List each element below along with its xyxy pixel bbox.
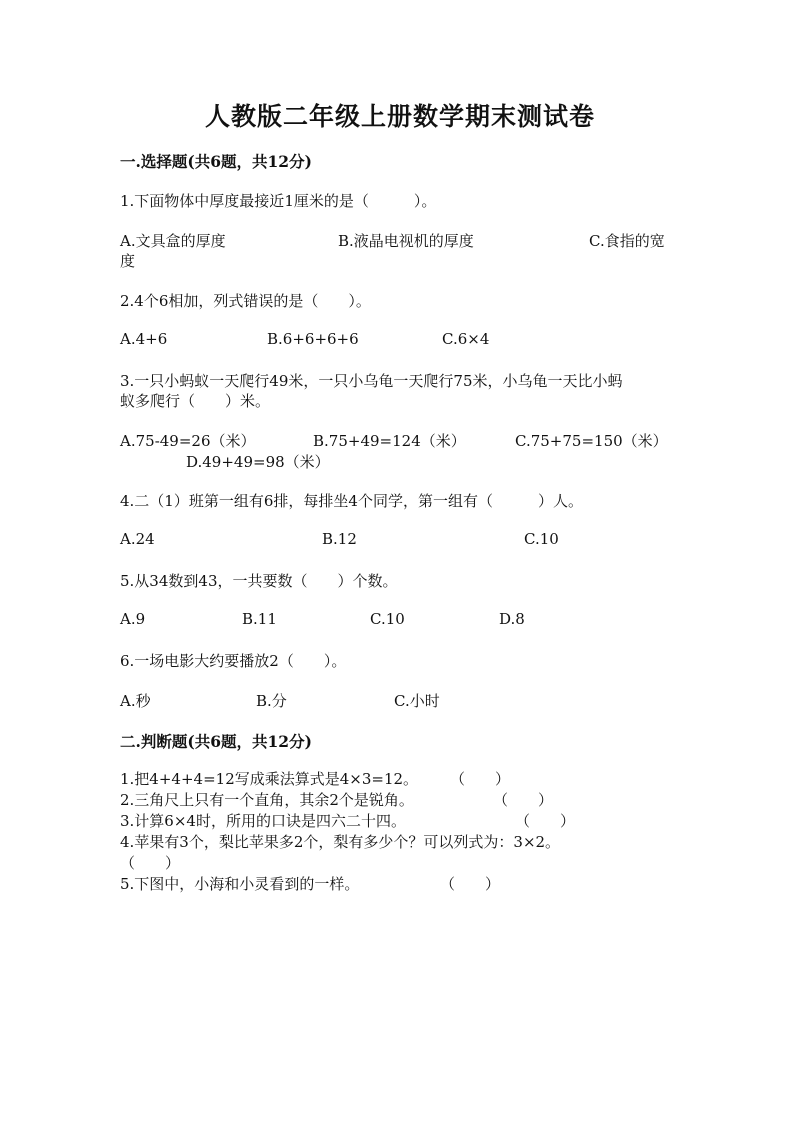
judge-item-5-answer-blank: （ ） [440, 875, 501, 893]
q4-option-c: C.10 [524, 530, 559, 548]
question-1: 1.下面物体中厚度最接近1厘米的是（ ）。 [120, 192, 437, 210]
page-title: 人教版二年级上册数学期末测试卷 [204, 102, 595, 131]
q5-option-a: A.9 [120, 610, 146, 628]
q1-option-b: B.液晶电视机的厚度 [338, 232, 474, 250]
judge-item-1: 1.把4+4+4=12写成乘法算式是4×3=12。 [120, 770, 419, 788]
q4-option-a: A.24 [120, 530, 155, 548]
section-heading-choice: 一.选择题(共6题，共12分) [120, 152, 312, 171]
q5-option-b: B.11 [242, 610, 277, 628]
judge-item-2-answer-blank: （ ） [493, 791, 554, 809]
q3-option-a: A.75-49=26（米） [120, 432, 256, 450]
q1-option-c-wrap: 度 [120, 252, 136, 270]
q4-option-b: B.12 [322, 530, 357, 548]
q3-option-c: C.75+75=150（米） [515, 432, 668, 450]
question-4: 4.二（1）班第一组有6排，每排坐4个同学，第一组有（ ）人。 [120, 492, 583, 510]
q6-option-a: A.秒 [120, 692, 151, 710]
q2-option-a: A.4+6 [120, 330, 168, 348]
judge-item-3-answer-blank: （ ） [515, 812, 576, 830]
question-3-line1: 3.一只小蚂蚁一天爬行49米，一只小乌龟一天爬行75米，小乌龟一天比小蚂 [120, 372, 623, 390]
question-3-line2: 蚁多爬行（ ）米。 [120, 392, 271, 410]
judge-item-4-answer-blank: （ ） [120, 854, 181, 872]
judge-item-1-answer-blank: （ ） [450, 770, 511, 788]
q6-option-b: B.分 [256, 692, 287, 710]
judge-item-2: 2.三角尺上只有一个直角，其余2个是锐角。 [120, 791, 414, 809]
judge-item-5: 5.下图中，小海和小灵看到的一样。 [120, 875, 360, 893]
q1-option-c: C.食指的宽 [589, 232, 665, 250]
judge-item-4: 4.苹果有3个，梨比苹果多2个，梨有多少个？可以列式为：3×2。 [120, 833, 561, 851]
question-2: 2.4个6相加，列式错误的是（ ）。 [120, 292, 371, 310]
q2-option-b: B.6+6+6+6 [267, 330, 359, 348]
q3-option-d: D.49+49=98（米） [186, 453, 330, 471]
q5-option-c: C.10 [370, 610, 405, 628]
q3-option-b: B.75+49=124（米） [313, 432, 466, 450]
q5-option-d: D.8 [499, 610, 525, 628]
question-5: 5.从34数到43，一共要数（ ）个数。 [120, 572, 398, 590]
question-6: 6.一场电影大约要播放2（ ）。 [120, 652, 347, 670]
q1-option-a: A.文具盒的厚度 [120, 232, 226, 250]
section-heading-judge: 二.判断题(共6题，共12分) [120, 732, 312, 751]
q6-option-c: C.小时 [394, 692, 440, 710]
q2-option-c: C.6×4 [442, 330, 490, 348]
judge-item-3: 3.计算6×4时，所用的口诀是四六二十四。 [120, 812, 406, 830]
